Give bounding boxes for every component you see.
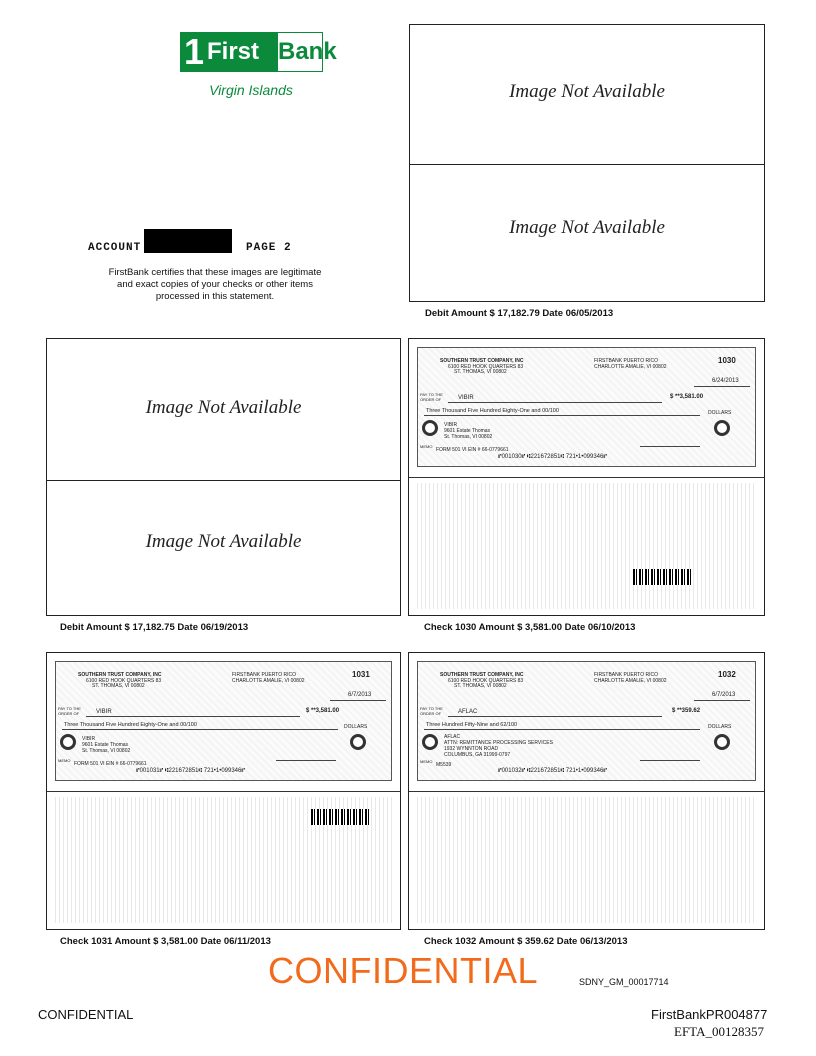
check-date: 6/7/2013 (712, 692, 736, 698)
item-caption: Debit Amount $ 17,182.79 Date 06/05/2013 (425, 308, 614, 319)
memo: FORM 501 VI EIN # 66-0779661 (74, 761, 147, 767)
account-number-redaction (144, 229, 232, 253)
check-number: 1031 (352, 670, 370, 679)
signature (276, 734, 336, 761)
item-caption: Check 1031 Amount $ 3,581.00 Date 06/11/2013 (60, 936, 271, 947)
address-line-4: COLUMBUS, GA 31999-0797 (444, 752, 511, 758)
check-image-1031 (46, 652, 401, 930)
endorsement-barcode (633, 569, 693, 585)
check-back-endorsement (417, 483, 756, 609)
dollars-label: DOLLARS (708, 410, 732, 416)
date-line (330, 700, 386, 701)
memo: FORM 501 VI EIN # 66-0779661 (436, 447, 509, 453)
pay-to-label: PAY TO THE ORDER OF (420, 392, 443, 402)
dollars-label: DOLLARS (344, 724, 368, 730)
check-divider (47, 791, 400, 792)
item-caption: Debit Amount $ 17,182.75 Date 06/19/2013 (60, 622, 249, 633)
address-line-1: AFLAC (444, 734, 461, 740)
pay-to-label: PAY TO THE ORDER OF (420, 706, 443, 716)
bank-name: FIRSTBANK PUERTO RICO (594, 358, 658, 364)
payer-addr2: ST. THOMAS, VI 00802 (92, 683, 145, 689)
check-divider (409, 477, 764, 478)
image-not-available-front: Image Not Available (509, 81, 665, 102)
payer-addr1: 6100 RED HOOK QUARTERS 83 (448, 678, 524, 684)
payer-name: SOUTHERN TRUST COMPANY, INC (440, 358, 524, 364)
bank-region: Virgin Islands (209, 82, 293, 98)
date-line (694, 386, 750, 387)
page-label: PAGE 2 (246, 242, 292, 254)
address-line-2: 9601 Estate Thomas (444, 428, 491, 434)
check-ring-left (422, 734, 438, 750)
address-line-3: 1932 WYNNTON ROAD (444, 746, 499, 752)
check-number: 1032 (718, 670, 736, 679)
check-amount: $ **3,581.00 (306, 708, 340, 714)
bank-addr: CHARLOTTE AMALIE, VI 00802 (594, 364, 667, 370)
payer-name: SOUTHERN TRUST COMPANY, INC (440, 672, 524, 678)
check-amount: $ **3,581.00 (670, 394, 704, 400)
memo: M5539 (436, 762, 452, 768)
address-line-1: VIBIR (444, 422, 458, 428)
check-back-endorsement (417, 797, 756, 923)
check-number: 1030 (718, 356, 736, 365)
payer-addr2: ST. THOMAS, VI 00802 (454, 683, 507, 689)
address-line-3: St. Thomas, VI 00802 (444, 434, 493, 440)
payer-addr1: 6100 RED HOOK QUARTERS 83 (86, 678, 162, 684)
bank-name: FIRSTBANK PUERTO RICO (232, 672, 296, 678)
payer-addr1: 6100 RED HOOK QUARTERS 83 (448, 364, 524, 370)
dollars-label: DOLLARS (708, 724, 732, 730)
certify-line-1: FirstBank certifies that these images are legitimate (108, 267, 322, 278)
image-not-available-back: Image Not Available (145, 531, 302, 552)
item-caption: Check 1032 Amount $ 359.62 Date 06/13/2013 (424, 936, 628, 947)
check-image-1032 (408, 652, 765, 930)
written-line (62, 729, 338, 730)
bates-number-efta: EFTA_00128357 (674, 1024, 764, 1039)
written-amount: Three Hundred Fifty-Nine and 62/100 (426, 722, 518, 728)
memo-label: MEMO (420, 759, 433, 764)
check-ring-right (714, 420, 730, 436)
bates-number-firstbank: FirstBankPR004877 (651, 1007, 768, 1022)
bates-number-sdny: SDNY_GM_00017714 (579, 977, 669, 987)
confidential-stamp: CONFIDENTIAL (268, 950, 539, 991)
signature (640, 420, 700, 447)
item-caption: Check 1030 Amount $ 3,581.00 Date 06/10/2013 (424, 622, 636, 633)
account-label: ACCOUNT (88, 242, 142, 254)
payer-name: SOUTHERN TRUST COMPANY, INC (78, 672, 162, 678)
written-amount: Three Thousand Five Hundred Eighty-One and 00/100 (426, 408, 559, 414)
payee-line (448, 402, 662, 403)
micr-line: ⑈001031⑈ ⑆221672851⑆ 721•1•099346⑈ (136, 768, 245, 774)
check-ring-right (350, 734, 366, 750)
written-amount: Three Thousand Five Hundred Eighty-One and 00/100 (64, 722, 197, 728)
check-ring-left (60, 734, 76, 750)
check-image-1030 (408, 338, 765, 616)
check-amount: $ **359.62 (672, 708, 701, 714)
payer-addr2: ST. THOMAS, VI 00802 (454, 369, 507, 375)
item-image-debit-1 (409, 24, 765, 302)
logo-bank: Bank (278, 32, 323, 72)
pay-to-label: PAY TO THE ORDER OF (58, 706, 81, 716)
address-line-2: ATTN: REMITTANCE PROCESSING SERVICES (444, 740, 553, 746)
bank-addr: CHARLOTTE AMALIE, VI 00802 (594, 678, 667, 684)
check-date: 6/24/2013 (712, 378, 739, 384)
logo-one: 1 (184, 31, 205, 72)
image-divider (410, 164, 764, 165)
check-date: 6/7/2013 (348, 692, 372, 698)
micr-line: ⑈001032⑈ ⑆221672851⑆ 721•1•099346⑈ (498, 768, 607, 774)
written-line (424, 415, 700, 416)
logo-first: First (207, 38, 260, 65)
memo-label: MEMO (58, 758, 71, 763)
check-front (417, 347, 756, 467)
payee-line (86, 716, 300, 717)
address-line-1: VIBIR (82, 736, 96, 742)
certify-line-2: and exact copies of your checks or other items (117, 279, 313, 290)
endorsement-barcode (311, 809, 371, 825)
check-ring-left (422, 420, 438, 436)
image-not-available-back: Image Not Available (509, 217, 665, 238)
payee: AFLAC (458, 709, 478, 715)
micr-line: ⑈001030⑈ ⑆221672851⑆ 721•1•099346⑈ (498, 454, 607, 460)
check-divider (409, 791, 764, 792)
memo-label: MEMO (420, 444, 433, 449)
certify-line-3: processed in this statement. (155, 291, 275, 302)
image-divider (47, 480, 400, 481)
payee: VIBIR (96, 709, 112, 715)
payee: VIBIR (458, 395, 474, 401)
signature (640, 734, 700, 761)
check-front (417, 661, 756, 781)
bank-name: FIRSTBANK PUERTO RICO (594, 672, 658, 678)
address-line-2: 9601 Estate Thomas (82, 742, 129, 748)
check-front (55, 661, 392, 781)
item-image-debit-2 (46, 338, 401, 616)
bank-addr: CHARLOTTE AMALIE, VI 00802 (232, 678, 305, 684)
certification-text (70, 267, 360, 303)
confidential-footer: CONFIDENTIAL (38, 1007, 134, 1022)
address-line-3: St. Thomas, VI 00802 (82, 748, 131, 754)
check-back-endorsement (55, 797, 392, 923)
written-line (424, 729, 700, 730)
image-not-available-front: Image Not Available (145, 397, 302, 418)
date-line (694, 700, 750, 701)
check-ring-right (714, 734, 730, 750)
payee-line (448, 716, 662, 717)
firstbank-logo (180, 31, 337, 72)
